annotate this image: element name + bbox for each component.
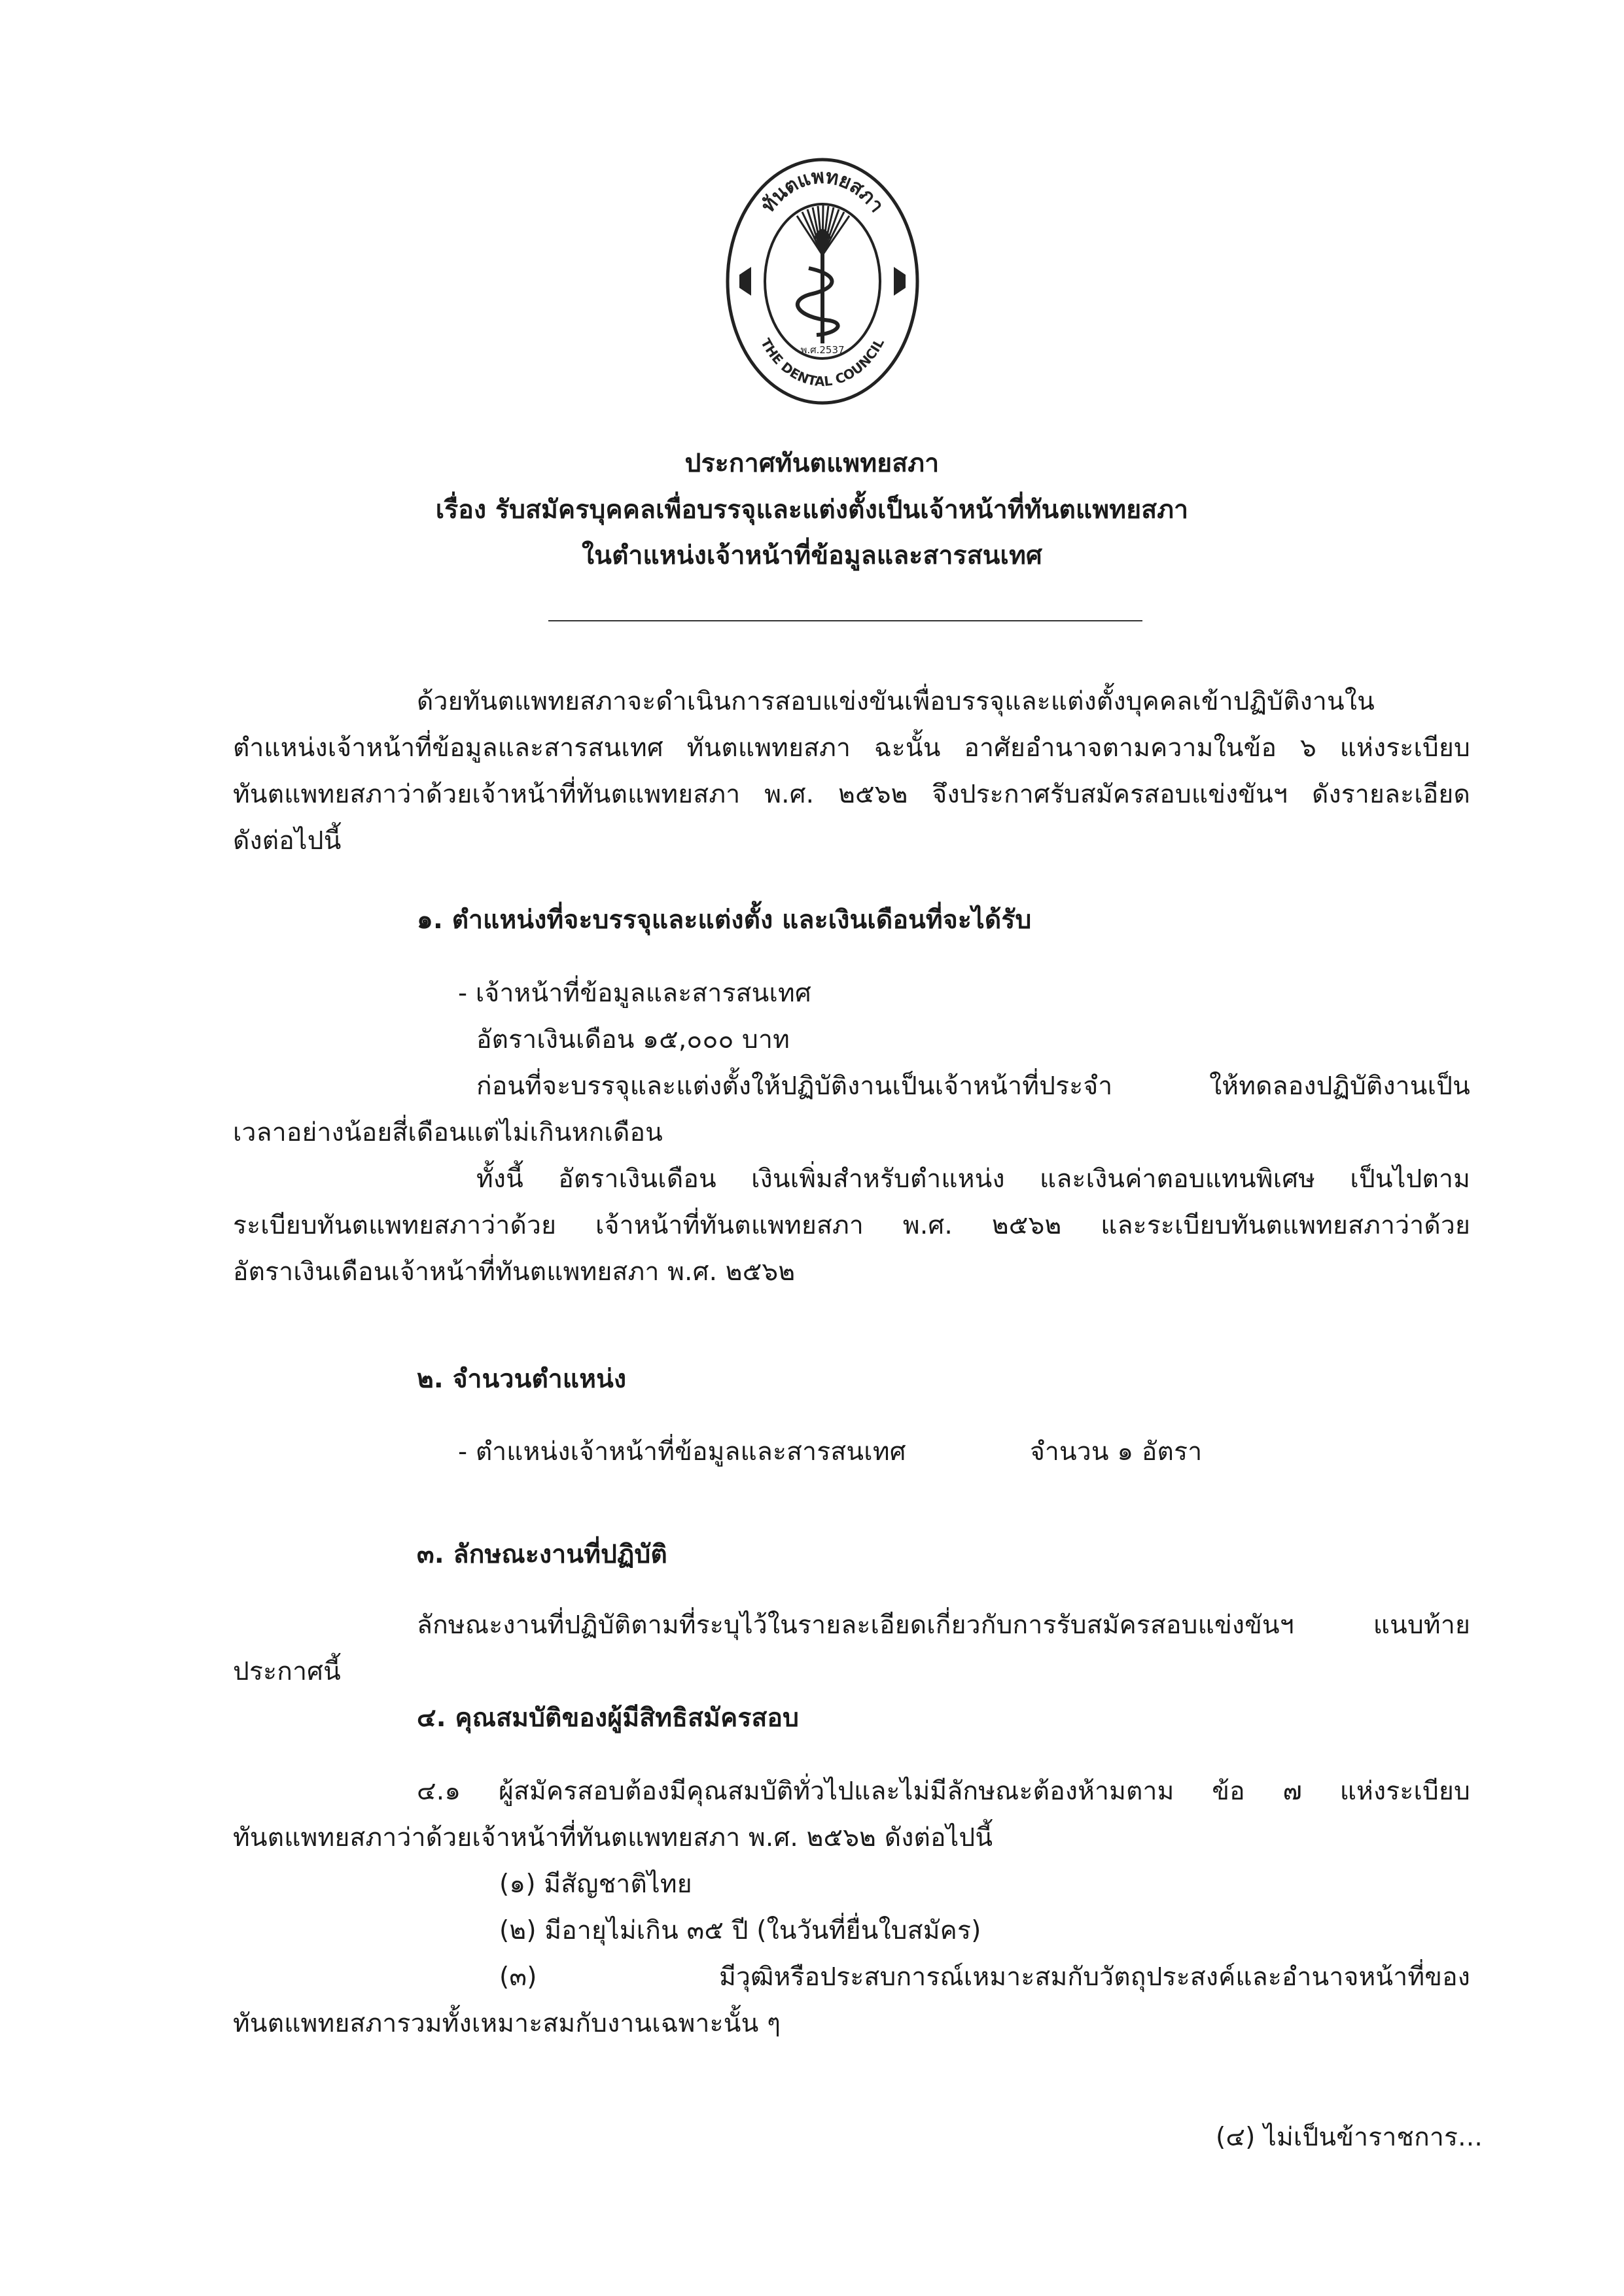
section-2-count: จำนวน ๑ อัตรา (1030, 1437, 1203, 1467)
staff-serpent-icon (798, 242, 838, 343)
announcement-position: ในตำแหน่งเจ้าหน้าที่ข้อมูลและสารสนเทศ (582, 541, 1042, 570)
intro-line-1: ด้วยทันตแพทยสภาจะดำเนินการสอบแข่งขันเพื่อบรรจุและแต่งตั้งบุคคลเข้าปฏิบัติงานใน (417, 687, 1375, 716)
section-2-item: - ตำแหน่งเจ้าหน้าที่ข้อมูลและสารสนเทศ (458, 1437, 906, 1467)
section-1-para-2-line-2: ระเบียบทันตแพทยสภาว่าด้วย เจ้าหน้าที่ทันตแพทยสภา พ.ศ. ๒๕๖๒ และระเบียบทันตแพทยสภาว่าด้วย (233, 1211, 1470, 1240)
seal-text-bottom: THE DENTAL COUNCIL (758, 336, 887, 390)
section-3-line-2: ประกาศนี้ (233, 1657, 341, 1686)
qualification-item-3-line-2: ทันตแพทยสภารวมทั้งเหมาะสมกับงานเฉพาะนั้น ๆ (233, 2009, 781, 2038)
section-1-para-2-line-3: อัตราเงินเดือนเจ้าหน้าที่ทันตแพทยสภา พ.ศ. ๒๕๖๒ (233, 1257, 796, 1287)
qualification-item-2: (๒) มีอายุไม่เกิน ๓๕ ปี (ในวันที่ยื่นใบสมัคร) (499, 1916, 981, 1945)
announcement-title: ประกาศทันตแพทยสภา (684, 449, 940, 478)
intro-line-4: ดังต่อไปนี้ (233, 826, 342, 856)
qualification-item-1: (๑) มีสัญชาติไทย (499, 1870, 692, 1899)
section-1-para-1-line-1: ก่อนที่จะบรรจุและแต่งตั้งให้ปฏิบัติงานเป็นเจ้าหน้าที่ประจำ ให้ทดลองปฏิบัติงานเป็น (476, 1071, 1470, 1101)
section-1-para-2-line-1: ทั้งนี้ อัตราเงินเดือน เงินเพิ่มสำหรับตำแหน่ง และเงินค่าตอบแทนพิเศษ เป็นไปตาม (476, 1164, 1470, 1194)
seal-text-top: ทันตแพทยสภา (756, 165, 889, 217)
section-3-heading: ๓. ลักษณะงานที่ปฏิบัติ (417, 1540, 667, 1569)
section-3-line-1: ลักษณะงานที่ปฏิบัติตามที่ระบุไว้ในรายละเอียดเกี่ยวกับการรับสมัครสอบแข่งขันฯ แนบท้าย (417, 1610, 1470, 1640)
section-4-1-line-1: ๔.๑ ผู้สมัครสอบต้องมีคุณสมบัติทั่วไปและไม่มีลักษณะต้องห้ามตาม ข้อ ๗ แห่งระเบียบ (417, 1777, 1470, 1806)
section-1-position: - เจ้าหน้าที่ข้อมูลและสารสนเทศ (458, 979, 811, 1008)
section-1-para-1-line-2: เวลาอย่างน้อยสี่เดือนแต่ไม่เกินหกเดือน (233, 1118, 663, 1147)
announcement-subject: เรื่อง รับสมัครบุคคลเพื่อบรรจุและแต่งตั้งเป็นเจ้าหน้าที่ทันตแพทยสภา (435, 495, 1189, 525)
section-2-heading: ๒. จำนวนตำแหน่ง (417, 1365, 627, 1394)
qualification-item-3-line-1: (๓) มีวุฒิหรือประสบการณ์เหมาะสมกับวัตถุประสงค์และอำนาจหน้าที่ของ (499, 1962, 1470, 1992)
intro-line-3: ทันตแพทยสภาว่าด้วยเจ้าหน้าที่ทันตแพทยสภา พ.ศ. ๒๕๖๒ จึงประกาศรับสมัครสอบแข่งขันฯ ดังรายละเอียด (233, 780, 1470, 809)
title-divider (548, 620, 1142, 621)
seal-text-year: พ.ศ.2537 (800, 344, 845, 356)
section-1-salary: อัตราเงินเดือน ๑๕,๐๐๐ บาท (476, 1025, 790, 1054)
continuation-note: (๔) ไม่เป็นข้าราชการ... (1216, 2123, 1483, 2152)
section-4-1-line-2: ทันตแพทยสภาว่าด้วยเจ้าหน้าที่ทันตแพทยสภา พ.ศ. ๒๕๖๒ ดังต่อไปนี้ (233, 1823, 993, 1852)
ornament-right-icon (894, 267, 906, 296)
section-1-heading: ๑. ตำแหน่งที่จะบรรจุและแต่งตั้ง และเงินเดือนที่จะได้รับ (417, 905, 1032, 935)
ornament-left-icon (739, 267, 751, 296)
section-4-heading: ๔. คุณสมบัติของผู้มีสิทธิสมัครสอบ (417, 1703, 800, 1733)
intro-line-2: ตำแหน่งเจ้าหน้าที่ข้อมูลและสารสนเทศ ทันตแพทยสภา ฉะนั้น อาศัยอำนาจตามความในข้อ ๖ แห่งระเบียบ (233, 733, 1470, 763)
dental-council-seal (725, 157, 920, 406)
